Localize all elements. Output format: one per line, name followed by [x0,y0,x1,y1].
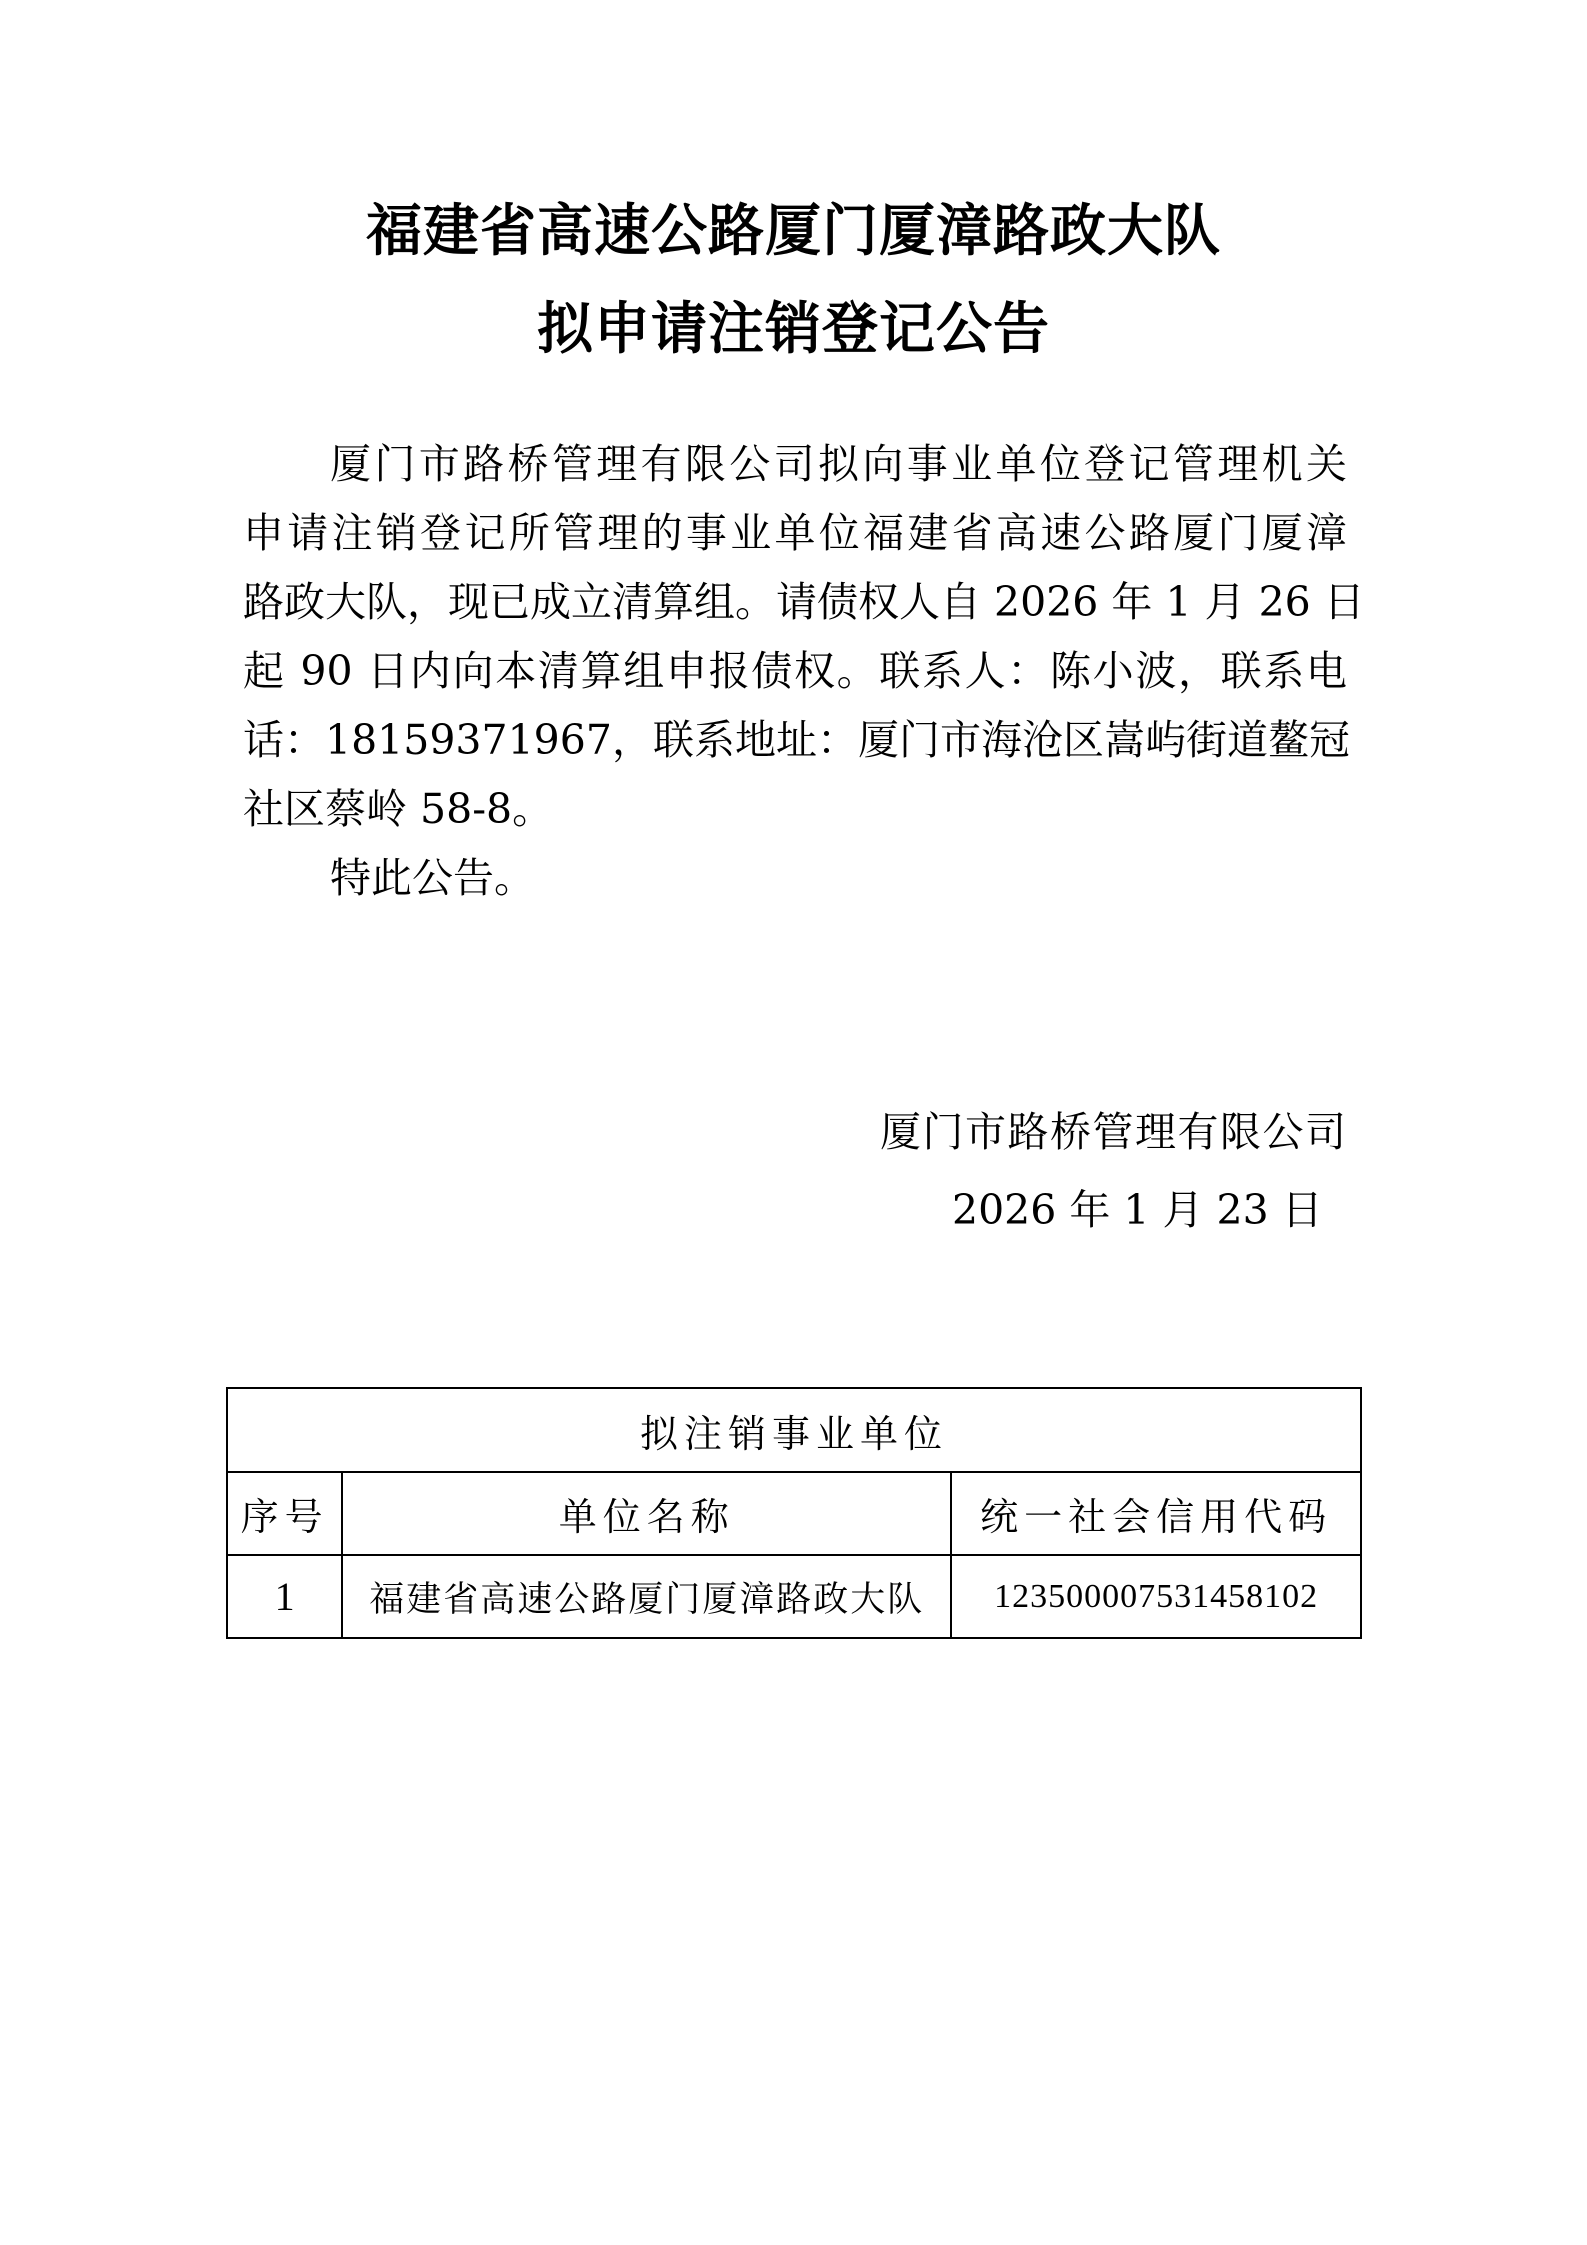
cell-index: 1 [227,1555,342,1638]
body-line-6: 社区蔡岭 58-8。 [243,785,554,833]
header-index: 序号 [227,1472,342,1555]
signature-date: 2026 年 1 月 23 日 [952,1186,1323,1234]
cell-credit-code: 123500007531458102 [951,1555,1361,1638]
signature-organization: 厦门市路桥管理有限公司 [880,1108,1346,1156]
table-header-row [227,1472,1361,1555]
body-line-1: 厦门市路桥管理有限公司拟向事业单位登记管理机关 [330,440,1347,488]
body-line-2: 申请注销登记所管理的事业单位福建省高速公路厦门厦漳 [243,509,1347,557]
cell-unit-name: 福建省高速公路厦门厦漳路政大队 [342,1555,951,1638]
table-caption: 拟注销事业单位 [227,1388,1361,1472]
deregistration-table [226,1387,1362,1639]
title-line-1: 福建省高速公路厦门厦漳路政大队 [366,198,1221,264]
body-line-3: 路政大队，现已成立清算组。请债权人自 2026 年 1 月 26 日 [243,578,1365,626]
header-credit-code: 统一社会信用代码 [951,1472,1361,1555]
title-line-2: 拟申请注销登记公告 [537,296,1050,362]
body-line-4: 起 90 日内向本清算组申报债权。联系人：陈小波，联系电 [243,647,1347,695]
closing-line: 特此公告。 [330,854,535,902]
table-caption-row [227,1388,1361,1472]
table-row [227,1555,1361,1638]
header-unit-name: 单位名称 [342,1472,951,1555]
body-line-5: 话：18159371967，联系地址：厦门市海沧区嵩屿街道鳌冠 [243,716,1350,764]
